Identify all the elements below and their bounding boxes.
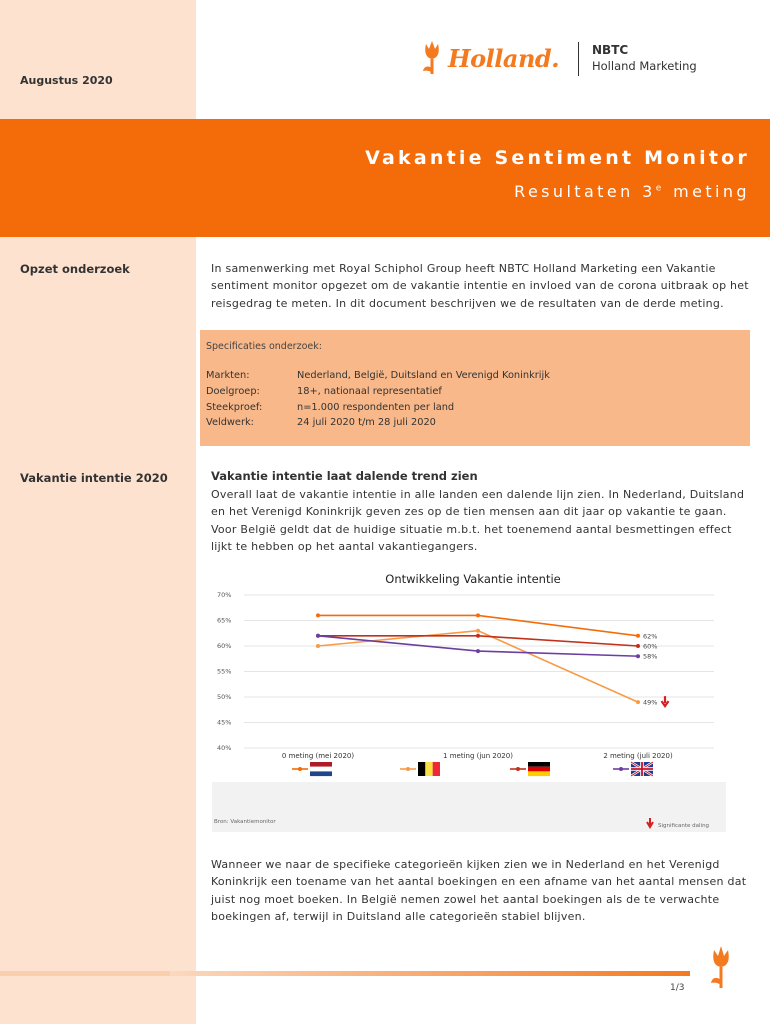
chart-svg bbox=[198, 566, 728, 834]
spec-row bbox=[206, 402, 454, 413]
opzet-paragraph: In samenwerking met Royal Schiphol Group heeft NBTC Holland Marketing een Vakantie sentiment monitor opgezet om de vakantie intentie en invloed van de corona uitbraak op het reisgedrag te meten. In dit document beschrijven we de resultaten van de derde meting. bbox=[211, 262, 749, 310]
intention-chart bbox=[198, 566, 728, 834]
flag-stripe bbox=[310, 767, 332, 772]
logo-divider bbox=[578, 42, 579, 76]
spec-value: 18+, nationaal representatief bbox=[297, 386, 442, 397]
spec-value: Nederland, België, Duitsland en Verenigd Koninkrijk bbox=[297, 370, 550, 381]
subtitle-prefix: Resultaten 3 bbox=[514, 182, 656, 201]
holland-nbtc-logo bbox=[418, 38, 718, 82]
y-tick-label: 70% bbox=[217, 591, 232, 599]
intentie-heading: Vakantie intentie laat dalende trend zien bbox=[211, 469, 478, 483]
section-label-opzet: Opzet onderzoek bbox=[20, 262, 130, 276]
y-tick-label: 40% bbox=[217, 744, 232, 752]
spec-title: Specificaties onderzoek: bbox=[206, 341, 322, 352]
y-tick-label: 55% bbox=[217, 667, 232, 676]
spec-key: Markten: bbox=[206, 370, 250, 381]
closing-paragraph: Wanneer we naar de specifieke categorieën kijken zien we in Nederland en het Verenigd Koninkrijk een toename van het aantal boekingen en een afname van het aantal mensen dat juist nog moet boeken. In België nemen zowel het aantal boekingen als de te verwachte boekingen af, terwijl in Duitsland alle categorieën stabiel blijven. bbox=[211, 858, 747, 923]
section-label-intentie: Vakantie intentie 2020 bbox=[20, 471, 168, 485]
spec-value: n=1.000 respondenten per land bbox=[297, 402, 455, 413]
y-tick-label: 45% bbox=[217, 718, 232, 727]
legend-marker bbox=[406, 767, 410, 771]
chart-title: Ontwikkeling Vakantie intentie bbox=[385, 572, 561, 586]
data-point bbox=[636, 634, 640, 638]
data-point bbox=[476, 634, 480, 638]
y-tick-label: 65% bbox=[217, 616, 232, 625]
spec-row bbox=[206, 370, 550, 381]
end-label: 62% bbox=[643, 632, 658, 641]
data-point bbox=[316, 613, 320, 617]
legend-marker bbox=[516, 767, 520, 771]
holland-wordmark: Holland. bbox=[448, 44, 560, 73]
page-number: 1/3 bbox=[670, 983, 685, 993]
data-point bbox=[476, 613, 480, 617]
specifications-box bbox=[200, 330, 750, 446]
spec-row bbox=[206, 417, 436, 428]
title-banner bbox=[0, 119, 770, 237]
flag-stripe bbox=[528, 762, 550, 767]
data-point bbox=[476, 649, 480, 653]
data-point bbox=[316, 644, 320, 648]
x-tick-label: 1 meting (jun 2020) bbox=[443, 752, 513, 760]
data-point bbox=[636, 654, 640, 658]
end-label: 58% bbox=[643, 652, 658, 661]
chart-source: Bron: Vakantiemonitor bbox=[214, 819, 276, 825]
flag-stripe bbox=[528, 767, 550, 772]
spec-key: Veldwerk: bbox=[206, 417, 254, 428]
end-label: 60% bbox=[643, 642, 658, 651]
footer-rule bbox=[170, 971, 690, 976]
spec-key: Steekproef: bbox=[206, 402, 263, 413]
y-tick-label: 50% bbox=[217, 693, 232, 701]
data-point bbox=[636, 700, 640, 704]
spec-value: 24 juli 2020 t/m 28 juli 2020 bbox=[297, 417, 436, 428]
logo-org-name: Holland Marketing bbox=[592, 59, 697, 73]
intentie-paragraph: Overall laat de vakantie intentie in alle landen een dalende lijn zien. In Nederland, Duitsland en het Verenigd Koninkrijk geven zes op de tien mensen aan dit jaar op vakantie te gaan. Voor België geldt dat de huidige situatie m.b.t. het toenemend aantal besmettingen effect lijkt te hebben op het aantal vakantiegangers. bbox=[211, 488, 745, 553]
x-tick-label: 2 meting (juli 2020) bbox=[603, 752, 673, 760]
y-tick-label: 60% bbox=[217, 642, 232, 650]
subtitle-suffix: meting bbox=[664, 182, 750, 201]
x-tick-label: 0 meting (mei 2020) bbox=[281, 752, 355, 760]
decline-arrow-icon bbox=[662, 696, 669, 706]
series-line bbox=[318, 615, 638, 635]
footer-rule-left bbox=[0, 971, 196, 976]
tulip-logo-icon bbox=[418, 38, 448, 82]
flag-stripe bbox=[433, 762, 440, 776]
subtitle-sup: e bbox=[655, 183, 665, 194]
flag-stripe bbox=[528, 771, 550, 776]
series-line bbox=[318, 631, 638, 702]
flag-stripe bbox=[310, 762, 332, 767]
flag-stripe bbox=[418, 762, 425, 776]
data-point bbox=[636, 644, 640, 648]
legend-marker bbox=[298, 767, 302, 771]
legend-marker bbox=[619, 767, 623, 771]
report-title: Vakantie Sentiment Monitor bbox=[365, 147, 750, 169]
flag-stripe bbox=[310, 771, 332, 776]
data-point bbox=[316, 634, 320, 638]
data-point bbox=[476, 629, 480, 633]
report-subtitle bbox=[514, 182, 750, 201]
spec-row bbox=[206, 386, 442, 397]
report-date: Augustus 2020 bbox=[20, 74, 113, 87]
tulip-icon bbox=[708, 944, 736, 996]
logo-org: NBTC bbox=[592, 43, 629, 57]
spec-key: Doelgroep: bbox=[206, 386, 260, 397]
flag-stripe bbox=[425, 762, 432, 776]
chart-decline-note: Significante daling bbox=[658, 823, 710, 829]
end-label: 49% bbox=[643, 698, 658, 707]
